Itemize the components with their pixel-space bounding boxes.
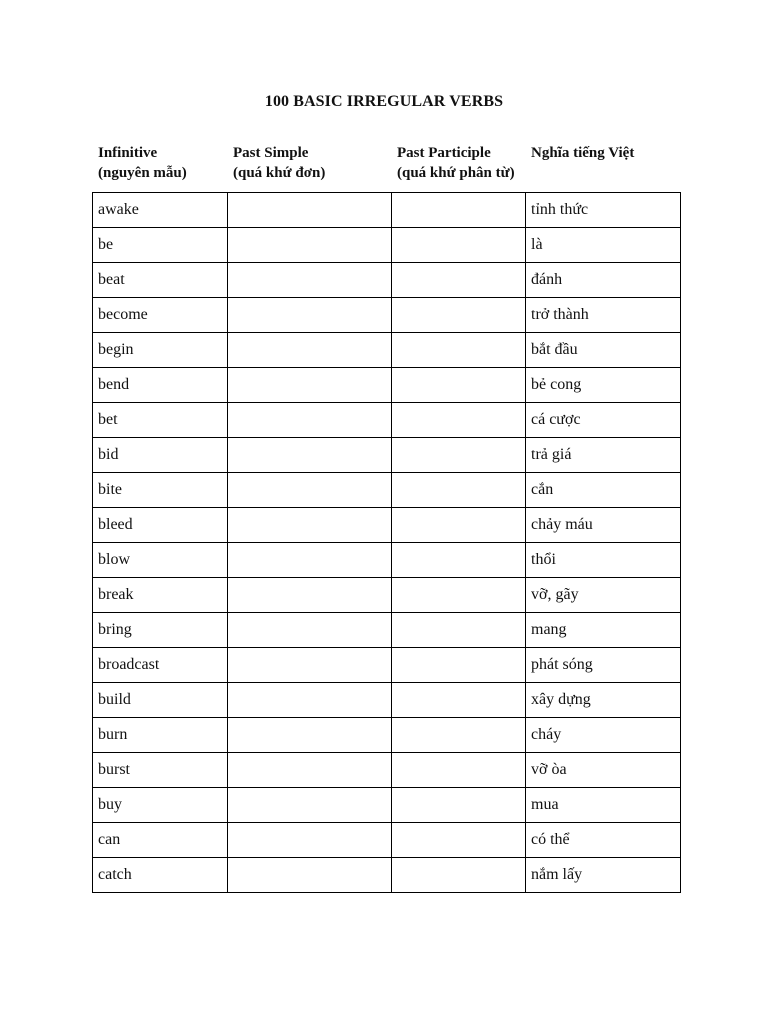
cell-infinitive: break (93, 578, 228, 613)
cell-infinitive: awake (93, 193, 228, 228)
cell-infinitive: bring (93, 613, 228, 648)
cell-past-simple (228, 228, 392, 263)
header-past-participle-label: Past Participle (397, 145, 491, 161)
header-past-simple-sublabel: (quá khứ đơn) (233, 165, 326, 181)
cell-past-simple (228, 298, 392, 333)
page-title: 100 BASIC IRREGULAR VERBS (264, 93, 504, 110)
header-infinitive-label: Infinitive (98, 145, 158, 161)
cell-past-participle (392, 473, 526, 508)
cell-infinitive: bet (93, 403, 228, 438)
cell-past-simple (228, 648, 392, 683)
cell-infinitive: buy (93, 788, 228, 823)
table-row (93, 228, 681, 263)
cell-past-participle (392, 578, 526, 613)
header-past-participle-sublabel: (quá khứ phân từ) (397, 165, 515, 181)
verb-table (92, 192, 681, 893)
cell-infinitive: burn (93, 718, 228, 753)
cell-past-participle (392, 788, 526, 823)
cell-meaning: đánh (526, 263, 681, 298)
cell-past-simple (228, 683, 392, 718)
cell-meaning: nắm lấy (526, 858, 681, 893)
cell-infinitive: catch (93, 858, 228, 893)
cell-past-participle (392, 683, 526, 718)
header-past-simple (233, 143, 325, 183)
cell-past-participle (392, 543, 526, 578)
cell-past-participle (392, 228, 526, 263)
cell-past-simple (228, 543, 392, 578)
table-row (93, 683, 681, 718)
header-infinitive (98, 143, 187, 183)
cell-past-simple (228, 263, 392, 298)
header-meaning (531, 143, 634, 163)
cell-past-simple (228, 578, 392, 613)
table-row (93, 508, 681, 543)
table-row (93, 193, 681, 228)
cell-past-participle (392, 368, 526, 403)
cell-past-participle (392, 858, 526, 893)
cell-meaning: cháy (526, 718, 681, 753)
cell-infinitive: be (93, 228, 228, 263)
cell-meaning: xây dựng (526, 683, 681, 718)
cell-past-participle (392, 823, 526, 858)
cell-past-participle (392, 438, 526, 473)
table-row (93, 578, 681, 613)
cell-past-participle (392, 508, 526, 543)
cell-meaning: trở thành (526, 298, 681, 333)
cell-meaning: thổi (526, 543, 681, 578)
table-row (93, 543, 681, 578)
cell-past-participle (392, 403, 526, 438)
cell-past-simple (228, 333, 392, 368)
cell-infinitive: bend (93, 368, 228, 403)
cell-infinitive: broadcast (93, 648, 228, 683)
table-row (93, 718, 681, 753)
cell-past-simple (228, 473, 392, 508)
cell-meaning: phát sóng (526, 648, 681, 683)
table-row (93, 648, 681, 683)
cell-past-participle (392, 193, 526, 228)
table-row (93, 788, 681, 823)
cell-meaning: có thể (526, 823, 681, 858)
cell-past-simple (228, 753, 392, 788)
cell-past-simple (228, 823, 392, 858)
cell-meaning: vỡ, gãy (526, 578, 681, 613)
table-row (93, 473, 681, 508)
header-past-simple-label: Past Simple (233, 145, 309, 161)
table-row (93, 438, 681, 473)
cell-meaning: tỉnh thức (526, 193, 681, 228)
cell-past-simple (228, 508, 392, 543)
cell-past-simple (228, 788, 392, 823)
table-row (93, 858, 681, 893)
cell-meaning: là (526, 228, 681, 263)
cell-past-simple (228, 718, 392, 753)
table-row (93, 823, 681, 858)
cell-meaning: bẻ cong (526, 368, 681, 403)
cell-past-participle (392, 648, 526, 683)
cell-past-participle (392, 753, 526, 788)
table-row (93, 263, 681, 298)
cell-meaning: bắt đầu (526, 333, 681, 368)
cell-past-simple (228, 613, 392, 648)
header-infinitive-sublabel: (nguyên mẫu) (98, 165, 187, 181)
cell-infinitive: build (93, 683, 228, 718)
cell-infinitive: bid (93, 438, 228, 473)
column-headers (92, 143, 680, 183)
cell-past-simple (228, 368, 392, 403)
cell-meaning: chảy máu (526, 508, 681, 543)
table-row (93, 333, 681, 368)
cell-past-participle (392, 718, 526, 753)
cell-past-participle (392, 333, 526, 368)
cell-infinitive: blow (93, 543, 228, 578)
cell-meaning: cá cược (526, 403, 681, 438)
cell-past-participle (392, 263, 526, 298)
cell-infinitive: beat (93, 263, 228, 298)
header-meaning-label: Nghĩa tiếng Việt (531, 145, 635, 161)
cell-meaning: vỡ òa (526, 753, 681, 788)
cell-meaning: mua (526, 788, 681, 823)
cell-past-simple (228, 858, 392, 893)
cell-infinitive: burst (93, 753, 228, 788)
table-row (93, 298, 681, 333)
cell-infinitive: begin (93, 333, 228, 368)
cell-past-participle (392, 298, 526, 333)
table-row (93, 403, 681, 438)
cell-infinitive: become (93, 298, 228, 333)
cell-past-simple (228, 403, 392, 438)
cell-infinitive: can (93, 823, 228, 858)
cell-meaning: trả giá (526, 438, 681, 473)
cell-past-simple (228, 193, 392, 228)
header-past-participle (397, 143, 515, 183)
cell-infinitive: bite (93, 473, 228, 508)
cell-infinitive: bleed (93, 508, 228, 543)
cell-past-participle (392, 613, 526, 648)
cell-meaning: cắn (526, 473, 681, 508)
cell-past-simple (228, 438, 392, 473)
table-row (93, 368, 681, 403)
verb-table-body (93, 193, 681, 893)
table-row (93, 613, 681, 648)
table-row (93, 753, 681, 788)
cell-meaning: mang (526, 613, 681, 648)
